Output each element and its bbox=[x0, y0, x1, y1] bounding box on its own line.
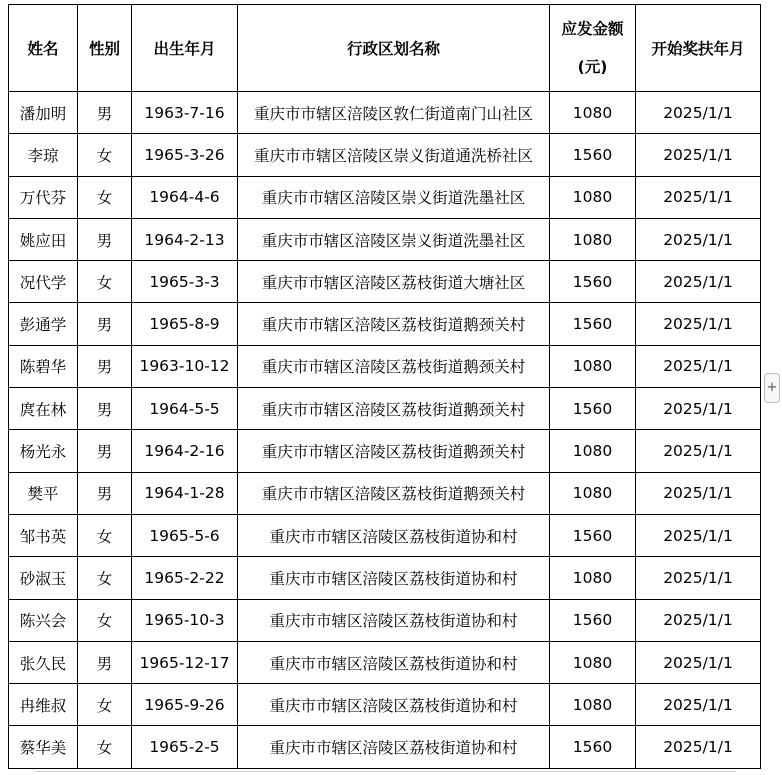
cell-start-date: 2025/1/1 bbox=[636, 430, 761, 472]
cell-gender: 男 bbox=[78, 430, 132, 472]
table-row bbox=[9, 261, 761, 303]
cell-birth-date: 1964-1-28 bbox=[132, 472, 238, 514]
cell-birth-date: 1965-3-26 bbox=[132, 134, 238, 176]
cell-start-date: 2025/1/1 bbox=[636, 726, 761, 768]
table-row bbox=[9, 303, 761, 345]
cell-gender: 女 bbox=[78, 684, 132, 726]
header-region: 行政区划名称 bbox=[238, 5, 550, 92]
cell-gender: 女 bbox=[78, 176, 132, 218]
cell-start-date: 2025/1/1 bbox=[636, 261, 761, 303]
cell-birth-date: 1965-5-6 bbox=[132, 514, 238, 556]
cell-region: 重庆市市辖区涪陵区荔枝街道协和村 bbox=[238, 599, 550, 641]
cell-region: 重庆市市辖区涪陵区荔枝街道协和村 bbox=[238, 641, 550, 683]
cell-name: 张久民 bbox=[9, 641, 78, 683]
cell-amount: 1080 bbox=[550, 684, 636, 726]
cell-amount: 1560 bbox=[550, 388, 636, 430]
table-row bbox=[9, 472, 761, 514]
cell-birth-date: 1964-2-13 bbox=[132, 218, 238, 260]
cell-amount: 1560 bbox=[550, 261, 636, 303]
cell-name: 陈碧华 bbox=[9, 345, 78, 387]
cell-region: 重庆市市辖区涪陵区荔枝街道协和村 bbox=[238, 726, 550, 768]
table-row bbox=[9, 641, 761, 683]
cell-name: 杨光永 bbox=[9, 430, 78, 472]
cell-start-date: 2025/1/1 bbox=[636, 303, 761, 345]
table-row bbox=[9, 430, 761, 472]
cell-region: 重庆市市辖区涪陵区荔枝街道协和村 bbox=[238, 557, 550, 599]
header-start-date: 开始奖扶年月 bbox=[636, 5, 761, 92]
cell-gender: 男 bbox=[78, 303, 132, 345]
cell-start-date: 2025/1/1 bbox=[636, 92, 761, 134]
header-amount bbox=[550, 5, 636, 92]
cell-name: 彭通学 bbox=[9, 303, 78, 345]
cell-birth-date: 1963-10-12 bbox=[132, 345, 238, 387]
cell-name: 蔡华美 bbox=[9, 726, 78, 768]
cell-birth-date: 1964-5-5 bbox=[132, 388, 238, 430]
cell-region: 重庆市市辖区涪陵区荔枝街道大塘社区 bbox=[238, 261, 550, 303]
cell-region: 重庆市市辖区涪陵区崇义街道洗墨社区 bbox=[238, 176, 550, 218]
cell-start-date: 2025/1/1 bbox=[636, 388, 761, 430]
cell-amount: 1560 bbox=[550, 726, 636, 768]
cell-region: 重庆市市辖区涪陵区崇义街道通洗桥社区 bbox=[238, 134, 550, 176]
cell-amount: 1080 bbox=[550, 218, 636, 260]
cell-start-date: 2025/1/1 bbox=[636, 134, 761, 176]
cell-gender: 女 bbox=[78, 557, 132, 599]
cell-birth-date: 1965-12-17 bbox=[132, 641, 238, 683]
table-row bbox=[9, 134, 761, 176]
cell-amount: 1560 bbox=[550, 514, 636, 556]
table-row bbox=[9, 218, 761, 260]
cell-name: 潘加明 bbox=[9, 92, 78, 134]
cell-amount: 1080 bbox=[550, 92, 636, 134]
cell-name: 万代芬 bbox=[9, 176, 78, 218]
cell-region: 重庆市市辖区涪陵区荔枝街道协和村 bbox=[238, 684, 550, 726]
cell-amount: 1080 bbox=[550, 430, 636, 472]
cell-name: 况代学 bbox=[9, 261, 78, 303]
cell-gender: 男 bbox=[78, 218, 132, 260]
cell-name: 冉维叔 bbox=[9, 684, 78, 726]
cell-start-date: 2025/1/1 bbox=[636, 514, 761, 556]
cell-birth-date: 1965-2-5 bbox=[132, 726, 238, 768]
table-row bbox=[9, 388, 761, 430]
header-gender: 性别 bbox=[78, 5, 132, 92]
cell-gender: 男 bbox=[78, 641, 132, 683]
cell-name: 樊平 bbox=[9, 472, 78, 514]
cell-amount: 1560 bbox=[550, 134, 636, 176]
table-header-row bbox=[9, 5, 761, 92]
cell-birth-date: 1965-8-9 bbox=[132, 303, 238, 345]
cell-amount: 1560 bbox=[550, 599, 636, 641]
cell-start-date: 2025/1/1 bbox=[636, 176, 761, 218]
header-amount-label: 应发金额 bbox=[561, 20, 624, 38]
cell-amount: 1080 bbox=[550, 345, 636, 387]
cell-name: 李琼 bbox=[9, 134, 78, 176]
header-amount-unit: (元) bbox=[577, 58, 608, 76]
cell-region: 重庆市市辖区涪陵区荔枝街道鹅颈关村 bbox=[238, 472, 550, 514]
cell-gender: 女 bbox=[78, 599, 132, 641]
cell-name: 庹在林 bbox=[9, 388, 78, 430]
cell-amount: 1080 bbox=[550, 472, 636, 514]
cell-gender: 男 bbox=[78, 388, 132, 430]
cell-gender: 女 bbox=[78, 514, 132, 556]
cell-name: 姚应田 bbox=[9, 218, 78, 260]
cell-start-date: 2025/1/1 bbox=[636, 472, 761, 514]
cell-gender: 女 bbox=[78, 261, 132, 303]
table-row bbox=[9, 557, 761, 599]
cell-region: 重庆市市辖区涪陵区荔枝街道鹅颈关村 bbox=[238, 345, 550, 387]
cell-birth-date: 1965-10-3 bbox=[132, 599, 238, 641]
cell-gender: 男 bbox=[78, 472, 132, 514]
cell-region: 重庆市市辖区涪陵区荔枝街道鹅颈关村 bbox=[238, 430, 550, 472]
cell-name: 陈兴会 bbox=[9, 599, 78, 641]
cell-birth-date: 1965-9-26 bbox=[132, 684, 238, 726]
cell-start-date: 2025/1/1 bbox=[636, 599, 761, 641]
cell-start-date: 2025/1/1 bbox=[636, 345, 761, 387]
table-row bbox=[9, 726, 761, 768]
table-body bbox=[9, 92, 761, 769]
cell-start-date: 2025/1/1 bbox=[636, 218, 761, 260]
cell-birth-date: 1963-7-16 bbox=[132, 92, 238, 134]
cell-birth-date: 1965-3-3 bbox=[132, 261, 238, 303]
cell-region: 重庆市市辖区涪陵区敦仁街道南门山社区 bbox=[238, 92, 550, 134]
cell-start-date: 2025/1/1 bbox=[636, 557, 761, 599]
cell-birth-date: 1964-4-6 bbox=[132, 176, 238, 218]
table-row bbox=[9, 599, 761, 641]
cell-birth-date: 1964-2-16 bbox=[132, 430, 238, 472]
add-column-handle[interactable] bbox=[764, 373, 780, 403]
cell-amount: 1080 bbox=[550, 176, 636, 218]
table-row bbox=[9, 514, 761, 556]
table-row bbox=[9, 684, 761, 726]
cell-birth-date: 1965-2-22 bbox=[132, 557, 238, 599]
table-row bbox=[9, 345, 761, 387]
cell-amount: 1560 bbox=[550, 303, 636, 345]
cell-start-date: 2025/1/1 bbox=[636, 641, 761, 683]
header-name: 姓名 bbox=[9, 5, 78, 92]
header-birth-date: 出生年月 bbox=[132, 5, 238, 92]
plus-icon: + bbox=[766, 380, 778, 395]
table-row bbox=[9, 92, 761, 134]
cell-gender: 女 bbox=[78, 134, 132, 176]
cell-start-date: 2025/1/1 bbox=[636, 684, 761, 726]
cell-gender: 女 bbox=[78, 726, 132, 768]
cell-name: 邹书英 bbox=[9, 514, 78, 556]
cell-gender: 男 bbox=[78, 345, 132, 387]
cell-gender: 男 bbox=[78, 92, 132, 134]
cell-amount: 1080 bbox=[550, 557, 636, 599]
cell-region: 重庆市市辖区涪陵区崇义街道洗墨社区 bbox=[238, 218, 550, 260]
table-row bbox=[9, 176, 761, 218]
pension-list-table bbox=[8, 4, 761, 769]
page-bottom-rule bbox=[36, 771, 736, 772]
cell-region: 重庆市市辖区涪陵区荔枝街道协和村 bbox=[238, 514, 550, 556]
cell-name: 砂淑玉 bbox=[9, 557, 78, 599]
cell-region: 重庆市市辖区涪陵区荔枝街道鹅颈关村 bbox=[238, 303, 550, 345]
cell-amount: 1080 bbox=[550, 641, 636, 683]
cell-region: 重庆市市辖区涪陵区荔枝街道鹅颈关村 bbox=[238, 388, 550, 430]
